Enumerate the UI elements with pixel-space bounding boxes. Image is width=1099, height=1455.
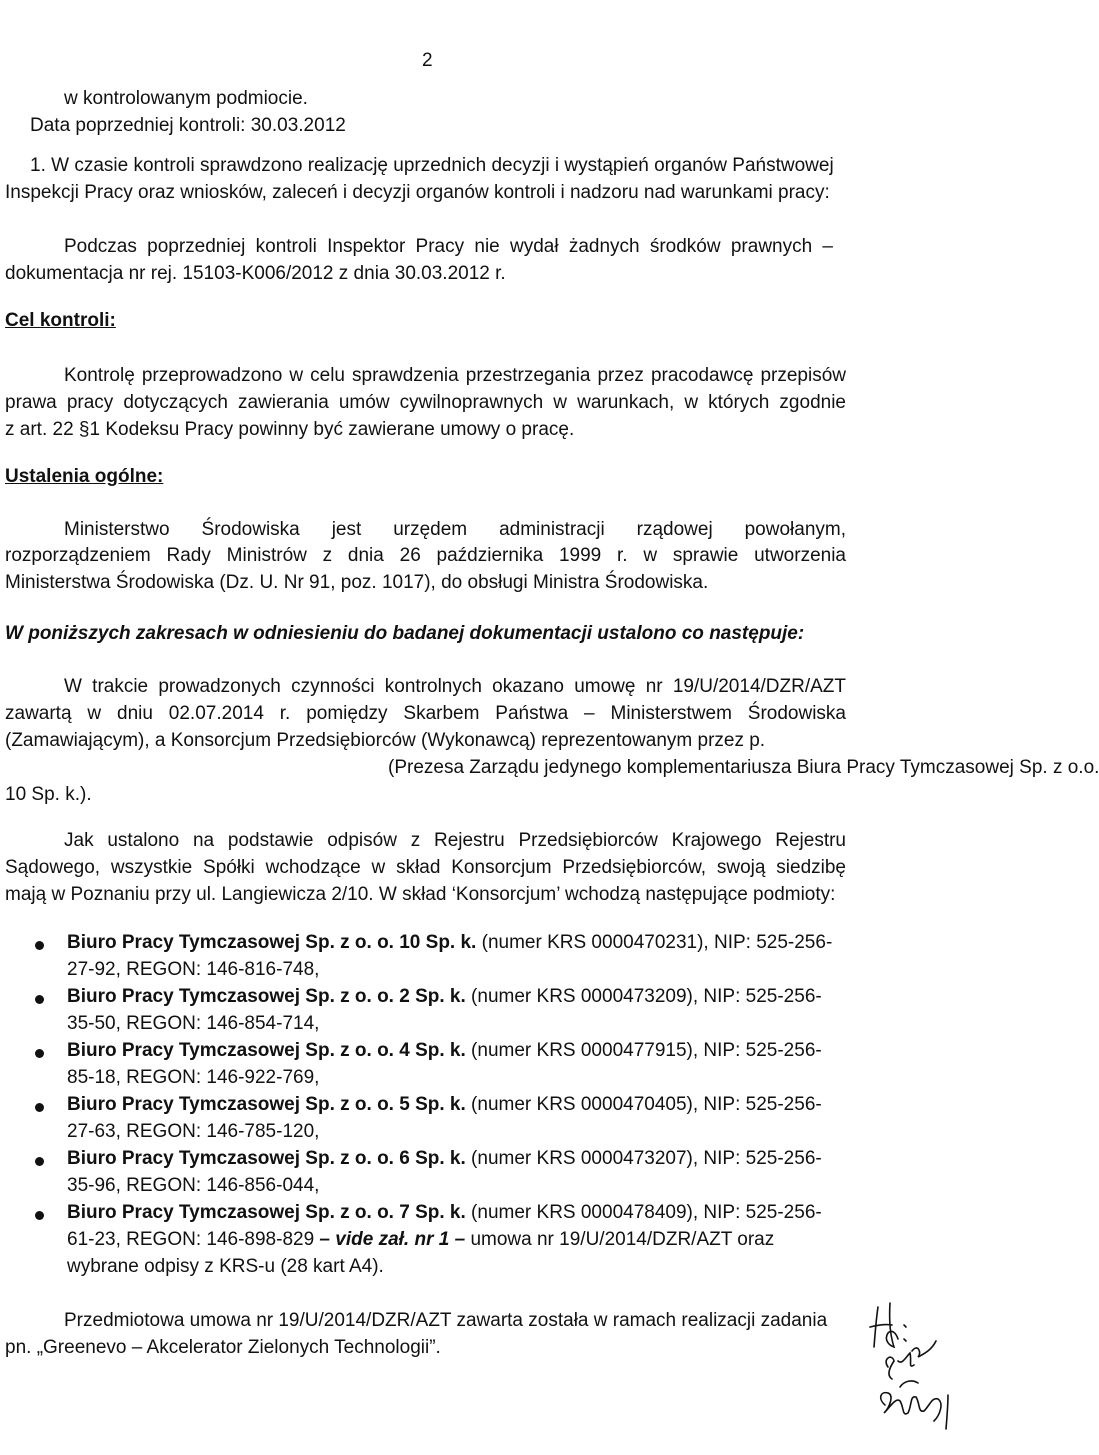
list-item	[67, 1148, 822, 1170]
ustalenia-line-1: Ministerstwo Środowiska jest urzędem administracji rządowej powołanym,	[64, 519, 846, 540]
findings-p1-line-1: W trakcie prowadzonych czynności kontrolnych okazano umowę nr 19/U/2014/DZR/AZT	[64, 676, 846, 697]
entity-details: (numer KRS 0000477915), NIP: 525-256-	[465, 1040, 822, 1061]
bullet-icon	[35, 995, 44, 1004]
entity-name: Biuro Pracy Tymczasowej Sp. z o. o. 6 Sp. k.	[67, 1148, 466, 1169]
entity-name: Biuro Pracy Tymczasowej Sp. z o. o. 4 Sp. k.	[67, 1040, 466, 1061]
section-1-para-line-1: Podczas poprzedniej kontroli Inspektor Pracy nie wydał żadnych środków prawnych –	[64, 236, 833, 257]
entity-details: (numer KRS 0000478409), NIP: 525-256-	[465, 1202, 822, 1223]
cel-line-3: z art. 22 §1 Kodeksu Pracy powinny być zawierane umowy o pracę.	[5, 419, 575, 440]
entity-name: Biuro Pracy Tymczasowej Sp. z o. o. 7 Sp. k.	[67, 1202, 466, 1223]
bullet-icon	[35, 1157, 44, 1166]
attachment-reference: – vide zał. nr 1 –	[319, 1229, 466, 1250]
page-number: 2	[422, 50, 433, 71]
closing-line-2: pn. „Greenevo – Akcelerator Zielonych Technologii”.	[5, 1337, 441, 1358]
findings-p1-line-2: zawartą w dniu 02.07.2014 r. pomiędzy Skarbem Państwa – Ministerstwem Środowiska	[5, 703, 846, 724]
previous-inspection-date: Data poprzedniej kontroli: 30.03.2012	[30, 115, 346, 136]
findings-heading: W poniższych zakresach w odniesieniu do badanej dokumentacji ustalono co następuje:	[5, 623, 805, 644]
cel-line-2: prawa pracy dotyczących zawierania umów cywilnoprawnych w warunkach, w których zgodnie	[5, 392, 846, 413]
findings-p2-line-1: Jak ustalono na podstawie odpisów z Rejestru Przedsiębiorców Krajowego Rejestru	[64, 830, 846, 851]
entity-name: Biuro Pracy Tymczasowej Sp. z o. o. 5 Sp. k.	[67, 1094, 466, 1115]
entity-details-cont: 35-50, REGON: 146-854-714,	[67, 1013, 320, 1034]
handwritten-signature	[860, 1295, 955, 1445]
findings-p1-line-4: (Prezesa Zarządu jedynego komplementariusza Biura Pracy Tymczasowej Sp. z o.o.	[388, 757, 1099, 778]
entity-name: Biuro Pracy Tymczasowej Sp. z o. o. 10 Sp. k.	[67, 932, 477, 953]
entity-details-cont: 35-96, REGON: 146-856-044,	[67, 1175, 320, 1196]
entity-details-cont	[67, 1229, 774, 1251]
entity-details-cont: 27-92, REGON: 146-816-748,	[67, 959, 320, 980]
bullet-icon	[35, 1211, 44, 1220]
cel-kontroli-heading: Cel kontroli:	[5, 310, 116, 331]
findings-p2-line-3: mają w Poznaniu przy ul. Langiewicza 2/10. W skład ‘Konsorcjum’ wchodzą następujące podmioty:	[5, 884, 836, 905]
contract-reference: umowa nr 19/U/2014/DZR/AZT oraz	[465, 1229, 775, 1250]
findings-p2-line-2: Sądowego, wszystkie Spółki wchodzące w skład Konsorcjum Przedsiębiorców, swoją siedzibę	[5, 857, 846, 878]
entity-details: (numer KRS 0000470405), NIP: 525-256-	[465, 1094, 822, 1115]
list-item	[67, 1040, 822, 1062]
bullet-icon	[35, 941, 44, 950]
entity-details: (numer KRS 0000473209), NIP: 525-256-	[465, 986, 822, 1007]
header-line-1: w kontrolowanym podmiocie.	[64, 88, 308, 109]
cel-line-1: Kontrolę przeprowadzono w celu sprawdzenia przestrzegania przez pracodawcę przepisów	[64, 365, 846, 386]
entity-details: (numer KRS 0000470231), NIP: 525-256-	[476, 932, 833, 953]
section-1-para-line-2: dokumentacja nr rej. 15103-K006/2012 z dnia 30.03.2012 r.	[5, 263, 506, 284]
section-1-line-1: 1. W czasie kontroli sprawdzono realizację uprzednich decyzji i wystąpień organów Państwowej	[30, 155, 834, 176]
ustalenia-line-3: Ministerstwa Środowiska (Dz. U. Nr 91, poz. 1017), do obsługi Ministra Środowiska.	[5, 572, 709, 593]
closing-line-1: Przedmiotowa umowa nr 19/U/2014/DZR/AZT zawarta została w ramach realizacji zadania	[64, 1310, 828, 1331]
ustalenia-heading: Ustalenia ogólne:	[5, 466, 164, 487]
section-1-line-2: Inspekcji Pracy oraz wniosków, zaleceń i decyzji organów kontroli i nadzoru nad warunkami pracy:	[5, 182, 830, 203]
entity-details-cont: 85-18, REGON: 146-922-769,	[67, 1067, 320, 1088]
findings-p1-line-3: (Zamawiającym), a Konsorcjum Przedsiębiorców (Wykonawcą) reprezentowanym przez p.	[5, 730, 766, 751]
regon-text: 61-23, REGON: 146-898-829	[67, 1229, 320, 1250]
list-item	[67, 1094, 822, 1116]
entity-details-cont: 27-63, REGON: 146-785-120,	[67, 1121, 320, 1142]
list-item	[67, 1202, 822, 1224]
list-item	[67, 986, 822, 1008]
entity-details: (numer KRS 0000473207), NIP: 525-256-	[465, 1148, 822, 1169]
entity-details-cont-2: wybrane odpisy z KRS-u (28 kart A4).	[67, 1256, 384, 1277]
ustalenia-line-2: rozporządzeniem Rady Ministrów z dnia 26 października 1999 r. w sprawie utworzenia	[5, 545, 846, 566]
entity-name: Biuro Pracy Tymczasowej Sp. z o. o. 2 Sp. k.	[67, 986, 466, 1007]
list-item	[67, 932, 832, 954]
bullet-icon	[35, 1049, 44, 1058]
bullet-icon	[35, 1103, 44, 1112]
findings-p1-line-5: 10 Sp. k.).	[5, 784, 92, 805]
